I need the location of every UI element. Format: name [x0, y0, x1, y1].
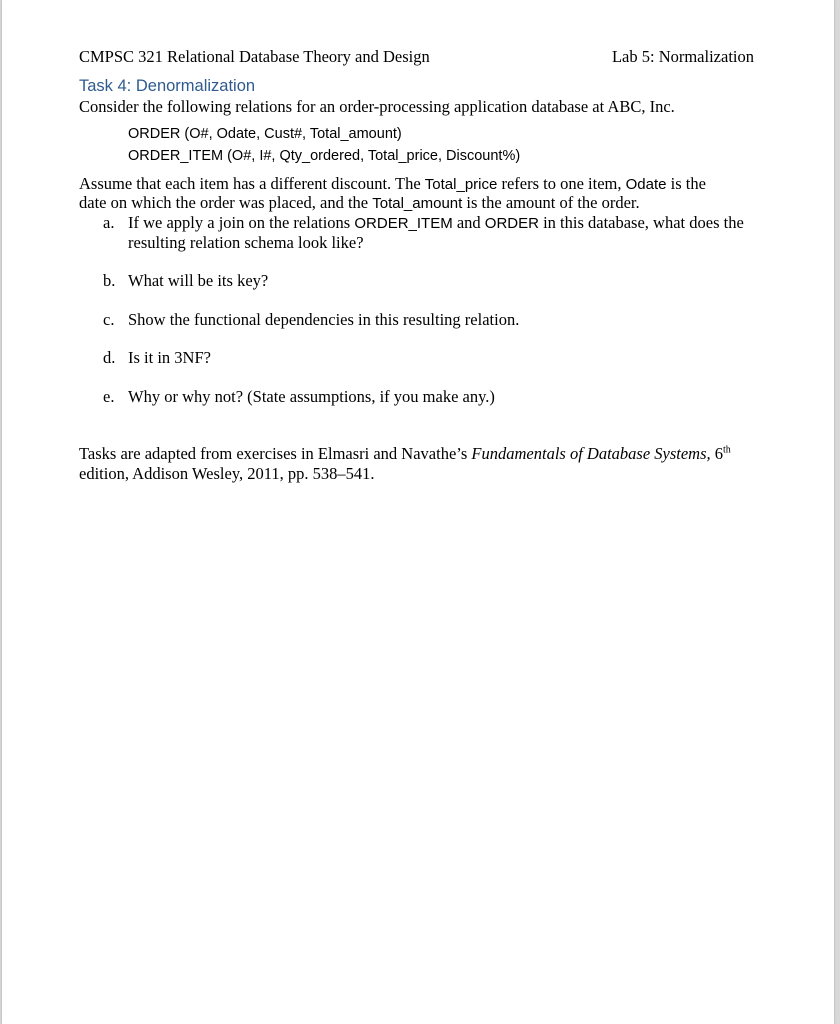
edition-superscript: th [723, 444, 731, 456]
relation-order-item: ORDER_ITEM (O#, I#, Qty_ordered, Total_price, Discount%) [128, 148, 521, 164]
question-text-part: and [452, 213, 485, 232]
list-marker: d. [103, 348, 116, 367]
assumption-text: is the amount of the order. [462, 193, 640, 212]
assumption-text: refers to one item, [497, 174, 626, 193]
course-title: CMPSC 321 Relational Database Theory and Design [79, 47, 430, 66]
assumption-text: date on which the order was placed, and the [79, 193, 373, 212]
question-text: Is it in 3NF? [128, 348, 211, 367]
task-heading: Task 4: Denormalization [79, 77, 256, 95]
code-total-amount: Total_amount [372, 195, 463, 212]
question-text: What will be its key? [128, 271, 269, 290]
code-odate: Odate [625, 176, 667, 193]
question-text-line-2: resulting relation schema look like? [128, 233, 364, 252]
relation-order: ORDER (O#, Odate, Cust#, Total_amount) [128, 126, 402, 142]
assumption-line-1 [79, 174, 706, 194]
question-text-part: in this database, what does the [538, 213, 744, 232]
code-order: ORDER [484, 215, 539, 232]
edition-number: 6 [710, 444, 724, 463]
document-page [2, 0, 834, 1024]
book-title: Fundamentals of Database Systems, [471, 444, 711, 463]
question-text-part: If we apply a join on the relations [128, 213, 355, 232]
question-a [79, 213, 769, 253]
citation-line-2: edition, Addison Wesley, 2011, pp. 538–541. [79, 464, 375, 483]
list-marker: c. [103, 310, 115, 329]
question-text: Show the functional dependencies in this resulting relation. [128, 310, 520, 329]
list-marker: a. [103, 213, 115, 232]
assumption-line-2 [79, 193, 640, 213]
citation-text: Tasks are adapted from exercises in Elmasri and Navathe’s [79, 444, 472, 463]
task-intro: Consider the following relations for an order-processing application database at ABC, Inc. [79, 97, 675, 116]
citation-line-1 [79, 444, 731, 463]
code-order-item: ORDER_ITEM [354, 215, 453, 232]
question-text [128, 213, 744, 234]
list-marker: e. [103, 387, 115, 406]
assumption-text: is the [666, 174, 706, 193]
lab-title: Lab 5: Normalization [611, 47, 754, 66]
code-total-price: Total_price [424, 176, 498, 193]
list-marker: b. [103, 271, 116, 290]
question-text: Why or why not? (State assumptions, if you make any.) [128, 387, 495, 406]
assumption-text: Assume that each item has a different discount. The [79, 174, 425, 193]
